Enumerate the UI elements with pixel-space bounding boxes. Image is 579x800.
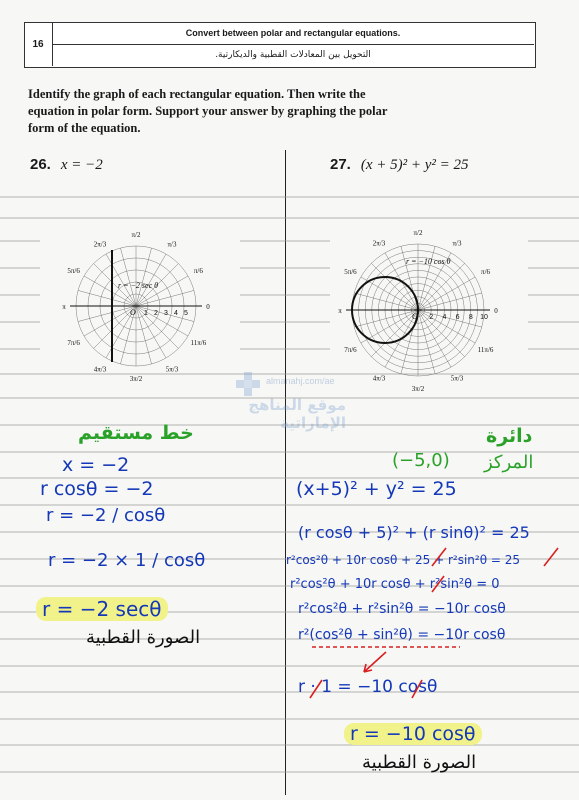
angle-label: 5π/6 <box>344 268 357 276</box>
right-line-7: r · 1 = −10 cosθ <box>298 677 438 697</box>
problem-number: 27. <box>330 156 351 173</box>
right-heading: دائرة <box>486 425 533 447</box>
origin-label: O <box>130 308 136 317</box>
right-line-3: r²cos²θ + 10r cosθ + 25 + r²sin²θ = 25 <box>286 553 520 567</box>
right-line-1: (x+5)² + y² = 25 <box>296 478 457 500</box>
left-line-4: r = −2 × 1 / cosθ <box>48 550 206 571</box>
left-line-2: r cosθ = −2 <box>40 478 154 500</box>
angle-label: π/6 <box>481 268 491 276</box>
axis-tick-label: 10 <box>480 314 488 321</box>
axis-tick-label: 2 <box>154 310 158 317</box>
angle-label: 7π/6 <box>67 339 80 347</box>
problem-equation: (x + 5)² + y² = 25 <box>360 157 469 173</box>
angle-label: 5π/6 <box>67 267 80 275</box>
angle-label: π/2 <box>131 231 141 239</box>
axis-tick-label: 5 <box>184 310 188 317</box>
left-heading: خط مستقيم <box>78 422 194 444</box>
axis-tick-label: 4 <box>174 310 178 317</box>
arrow-icon <box>364 652 386 672</box>
axis-tick-label: 1 <box>144 310 148 317</box>
angle-label: 5π/3 <box>450 374 464 383</box>
left-answer: r = −2 secθ <box>36 597 168 621</box>
angle-label: 3π/2 <box>411 385 425 393</box>
angle-label: π/2 <box>413 229 423 237</box>
angle-label: π <box>62 303 66 311</box>
angle-label: 0 <box>494 307 498 315</box>
graph-equation-label: r = −10 cos θ <box>406 257 451 266</box>
problem-equation: x = −2 <box>60 157 103 173</box>
right-line-5: r²cos²θ + r²sin²θ = −10r cosθ <box>298 601 506 617</box>
angle-label: π/3 <box>167 240 177 249</box>
angle-label: 7π/6 <box>344 346 357 354</box>
right-line-6: r²(cos²θ + sin²θ) = −10r cosθ <box>298 627 506 643</box>
problem-number: 26. <box>30 156 51 173</box>
origin-label: O <box>412 312 418 321</box>
watermark-site: almanahj.com/ae <box>266 376 335 386</box>
left-caption: الصورة القطبية <box>86 627 201 648</box>
graph-equation-label: r = −2 sec θ <box>118 281 159 290</box>
angle-label: 5π/3 <box>165 365 179 374</box>
header-subtitle-arabic: التحويل بين المعادلات القطبية والديكارتية. <box>215 50 371 60</box>
angle-label: π <box>338 307 342 315</box>
right-answer: r = −10 cosθ <box>344 723 482 745</box>
angle-label: 2π/3 <box>372 239 386 248</box>
strike-mark <box>412 680 422 698</box>
right-center-value: (−5,0) <box>392 450 450 471</box>
angle-label: 4π/3 <box>372 374 386 383</box>
instructions: Identify the graph of each rectangular equation. Then write the equation in polar form. Support your answer by graphing the polar form of the equation. <box>28 87 388 135</box>
axis-tick-label: 2 <box>429 314 434 321</box>
left-line-1: x = −2 <box>62 454 130 476</box>
right-line-2: (r cosθ + 5)² + (r sinθ)² = 25 <box>298 523 530 542</box>
left-line-3: r = −2 / cosθ <box>46 505 166 526</box>
angle-label: π/3 <box>452 239 462 248</box>
angle-label: 4π/3 <box>93 365 107 374</box>
angle-label: π/6 <box>193 267 203 275</box>
axis-tick-label: 8 <box>468 314 473 321</box>
axis-tick-label: 6 <box>455 314 460 321</box>
strike-mark <box>544 548 558 566</box>
strike-mark <box>432 576 444 592</box>
header-title: Convert between polar and rectangular equations. <box>52 22 534 45</box>
watermark-arabic: موقع المناهج الإماراتية <box>248 396 346 432</box>
strike-mark <box>432 548 446 566</box>
section-number: 16 <box>24 22 53 66</box>
angle-label: 3π/2 <box>129 375 143 383</box>
angle-label: 11π/6 <box>190 339 207 347</box>
right-line-4: r²cos²θ + 10r cosθ + r²sin²θ = 0 <box>290 577 500 592</box>
angle-label: 11π/6 <box>477 346 494 354</box>
right-caption: الصورة القطبية <box>362 752 477 773</box>
angle-label: 0 <box>206 303 210 311</box>
right-center-label: المركز <box>484 452 534 473</box>
angle-label: 2π/3 <box>93 240 107 249</box>
axis-tick-label: 3 <box>164 310 168 317</box>
strike-mark <box>310 680 322 698</box>
axis-tick-label: 4 <box>442 314 447 321</box>
